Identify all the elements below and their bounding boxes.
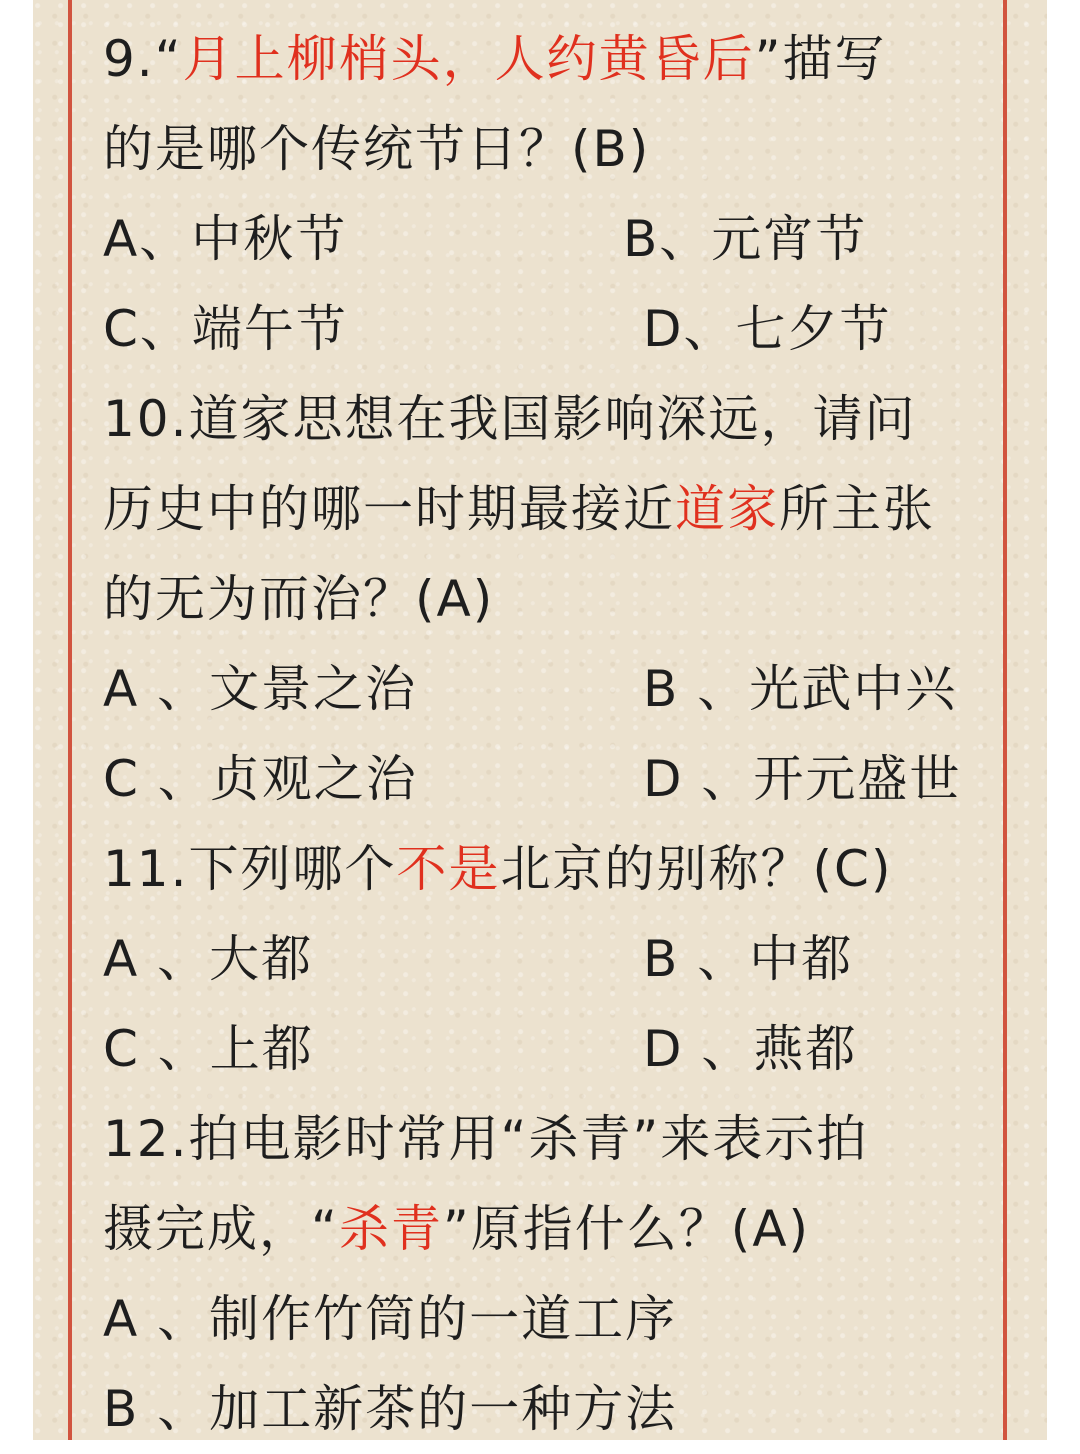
q10-options-row1 [103, 644, 983, 734]
q11-options-row2 [103, 1004, 983, 1094]
q12-highlight: 杀青 [338, 1200, 443, 1258]
q11-option-b: B 、中都 [643, 930, 854, 988]
q9-quote-highlight: 月上柳梢头，人约黄昏后 [182, 30, 755, 88]
q9-options-row1 [103, 194, 983, 284]
q10-option-d: D 、开元盛世 [643, 750, 962, 808]
left-red-border [68, 0, 72, 1440]
q10-line3: 的无为而治？(A) [103, 570, 495, 628]
q9-option-b: B、元宵节 [623, 210, 868, 268]
q10-line2 [103, 464, 983, 554]
q11-option-c: C 、上都 [103, 1020, 314, 1078]
q11-option-d: D 、燕都 [643, 1020, 858, 1078]
q11-line1 [103, 824, 983, 914]
q10-line1: 10.道家思想在我国影响深远，请问 [103, 390, 917, 448]
q10-line2-pre: 历史中的哪一时期最接近 [103, 480, 675, 538]
q11-pre: 11.下列哪个 [103, 840, 397, 898]
q11-options-row1 [103, 914, 983, 1004]
q11-post: 北京的别称？(C) [500, 840, 893, 898]
q9-option-c: C、端午节 [103, 300, 348, 358]
quiz-content [103, 14, 983, 1454]
q12-line2-pre: 摄完成，“ [103, 1200, 339, 1258]
q10-options-row2 [103, 734, 983, 824]
q12-option-b: B 、加工新茶的一种方法 [103, 1380, 678, 1438]
q11-option-a: A 、大都 [103, 930, 314, 988]
q9-tail: 描写 [782, 30, 887, 88]
q11-highlight: 不是 [396, 840, 501, 898]
q9-line2: 的是哪个传统节日？(B) [103, 120, 651, 178]
q12-line2 [103, 1184, 983, 1274]
q10-highlight: 道家 [675, 480, 779, 538]
q9-options-row2 [103, 284, 983, 374]
q12-line2-post: ”原指什么？(A) [442, 1200, 811, 1258]
q12-option-a: A 、制作竹筒的一道工序 [103, 1290, 678, 1348]
q10-option-c: C 、贞观之治 [103, 750, 418, 808]
q10-option-a: A 、文景之治 [103, 660, 418, 718]
q9-open-quote: “ [154, 30, 183, 88]
q10-option-b: B 、光武中兴 [643, 660, 958, 718]
q10-line2-post: 所主张 [779, 480, 935, 538]
q9-option-d: D、七夕节 [643, 300, 892, 358]
q9-line1 [103, 14, 983, 104]
right-red-border [1003, 0, 1007, 1440]
q9-close-quote: ” [754, 30, 783, 88]
q12-line1: 12.拍电影时常用“杀青”来表示拍 [103, 1110, 869, 1168]
q9-number: 9. [103, 30, 155, 88]
q9-option-a: A、中秋节 [103, 210, 348, 268]
